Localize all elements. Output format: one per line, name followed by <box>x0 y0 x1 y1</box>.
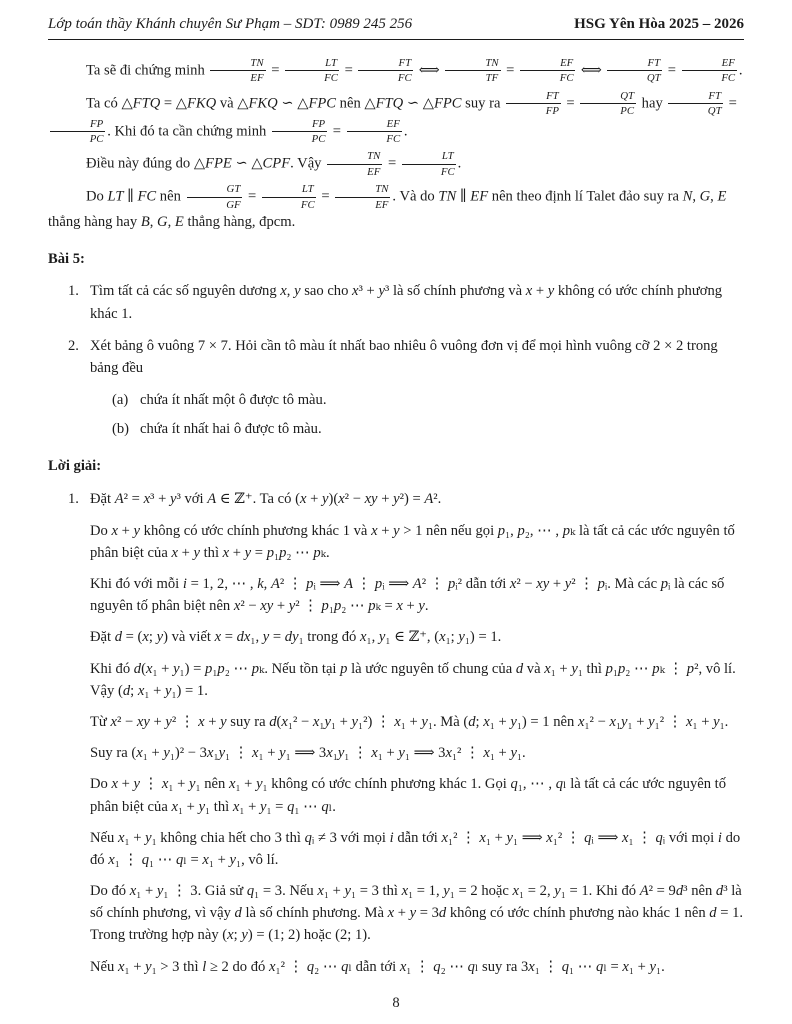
math-inline: x₁ + y₁ <box>544 660 583 677</box>
math-fraction: $\frac{LT}{FC}$ <box>261 183 317 211</box>
math-fraction: $\frac{FT}{FC}$ <box>357 57 414 85</box>
page-footer <box>48 987 744 1012</box>
math-inline: x = dx₁, y = dy₁ <box>214 629 304 646</box>
list-item-text: chứa ít nhất một ô được tô màu. <box>140 392 327 409</box>
math-inline: d(x₁² − x₁y₁ + y₁²) ⋮ x₁ + y₁ <box>269 713 433 730</box>
math-inline: (x; y) = (1; 2) <box>222 927 301 944</box>
math-inline: A² ⋮ pᵢ ⟹ A ⋮ pᵢ ⟹ A² ⋮ pᵢ² <box>270 576 463 593</box>
list-marker: 2. <box>68 337 79 354</box>
solution-paragraph: Khi đó d(x₁ + y₁) = p₁p₂ ⋯ pₖ. Nếu tồn tại p là ước nguyên tố chung của d và x₁ + y₁ thì p₁p₂ ⋯ pₖ ⋮ p², vô lí. Vậy (d; x₁ + y₁) = 1. <box>90 660 736 699</box>
math-inline: 3x₁ ⋮ q₁ ⋯ qₗ = x₁ + y₁ <box>520 958 662 975</box>
solution-paragraph: Do x + y ⋮ x₁ + y₁ nên x₁ + y₁ không có ước chính phương khác 1. Gọi q₁, ⋯ , qₗ là tất cả các ước nguyên tố phân biệt của x₁ + y₁ thì x₁ + y₁ = q₁ ⋯ qₗ. <box>90 776 727 815</box>
math-inline: x + y ⋮ x₁ + y₁ <box>111 776 201 793</box>
math-inline: (x₁ + y₁)² − 3x₁y₁ ⋮ x₁ + y₁ ⟹ 3x₁y₁ ⋮ x₁ + y₁ ⟹ 3x₁² ⋮ x₁ + y₁ <box>131 745 523 762</box>
math-inline: x + y <box>111 522 140 539</box>
math-inline: FPC <box>308 95 337 112</box>
math-inline: x₁² − x₁y₁ + y₁² ⋮ x₁ + y₁ <box>577 713 725 730</box>
math-inline: x₁, y₁ ∈ ℤ⁺, (x₁; y₁) = 1 <box>360 629 498 646</box>
math-inline: x₁ ⋮ q₂ ⋯ qₗ <box>399 958 479 975</box>
math-inline: (x + y)(x² − xy + y²) = A² <box>295 490 438 507</box>
list-marker: (b) <box>112 421 130 438</box>
math-inline: (2; 1) <box>335 927 368 944</box>
list-item-text: Đặt A² = x³ + y³ với A ∈ ℤ⁺. Ta có (x + y)(x² − xy + y²) = A². <box>90 490 442 507</box>
math-inline: LT <box>107 188 124 205</box>
header-left-title: Lớp toán thầy Khánh chuyên Sư Phạm – SDT: 0989 245 256 <box>48 16 413 32</box>
math-inline: FPE <box>205 155 232 172</box>
math-fraction: $\frac{TN}{EF}$ <box>326 150 383 178</box>
math-fraction: $\frac{TN}{EF}$ <box>334 183 391 211</box>
solution-paragraph: Khi đó với mỗi i = 1, 2, ⋯ , k, A² ⋮ pᵢ ⟹ A ⋮ pᵢ ⟹ A² ⋮ pᵢ² dẫn tới x² − xy + y² ⋮ pᵢ. Mà các pᵢ là các số nguyên tố phân biệt nên x² − xy + y² ⋮ p₁p₂ ⋯ pₖ = x + y. <box>90 576 725 615</box>
math-fraction: $\frac{FT}{QT}$ <box>606 57 663 85</box>
math-inline: x² − xy + y² ⋮ p₁p₂ ⋯ pₖ = x + y <box>233 598 425 615</box>
section-heading: Lời giải: <box>48 458 102 475</box>
list-item-text: Tìm tất cả các số nguyên dương x, y sao cho x³ + y³ là số chính phương và x + y không có ước chính phương khác 1. <box>90 283 723 322</box>
math-inline: p₁p₂ ⋯ pₖ ⋮ p² <box>605 660 699 677</box>
math-inline: FC <box>137 188 157 205</box>
math-inline: x₁ ⋮ q₁ ⋯ qₗ = x₁ + y₁ <box>108 851 242 868</box>
solution-paragraph: Do đó x₁ + y₁ ⋮ 3. Giả sử q₁ = 3. Nếu x₁ + y₁ = 3 thì x₁ = 1, y₁ = 2 hoặc x₁ = 2, y₁ = 1. Khi đó A² = 9d³ nên d³ là số chính phương, vì vậy d là số chính phương. Mà x + y = 3d không có ước chính phương nào khác 1 nên d = 1. Trong trường hợp này (x; y) = (1; 2) hoặc (2; 1). <box>90 883 744 944</box>
math-inline: l ≥ 2 <box>202 958 229 975</box>
math-fraction: $\frac{TN}{TF}$ <box>444 57 501 85</box>
math-inline: (d; x₁ + y₁) = 1 <box>463 713 550 730</box>
math-inline: x₁ = 2, y₁ = 1 <box>512 883 589 900</box>
math-fraction: $\frac{EF}{FC}$ <box>681 57 738 85</box>
math-inline: x + y > 1 <box>371 522 423 539</box>
list-item <box>48 389 744 411</box>
list-item <box>48 335 744 379</box>
solution-paragraph: Đặt d = (x; y) và viết x = dx₁, y = dy₁ trong đó x₁, y₁ ∈ ℤ⁺, (x₁; y₁) = 1. <box>90 629 502 646</box>
math-inline: x + y = 3d <box>387 905 447 922</box>
math-inline: x + y <box>171 544 200 561</box>
section-heading: Bài 5: <box>48 251 85 268</box>
paragraph: Ta sẽ đi chứng minh $\frac{TN}{EF}$ = $\frac{LT}{FC}$ = $\frac{FT}{FC}$ ⟺ $\frac{TN}{TF}$ = $\frac{EF}{FC}$ ⟺ $\frac{FT}{QT}$ = $\frac{EF}{FC}$ . <box>86 57 743 85</box>
math-inline: i <box>717 829 722 846</box>
math-inline: (d; x₁ + y₁) = 1 <box>117 682 205 699</box>
math-inline: TN <box>438 188 457 205</box>
math-inline: i = 1, 2, ⋯ , k <box>182 576 264 593</box>
math-inline: x₁ = 1, y₁ = 2 <box>401 883 478 900</box>
math-inline: x, y <box>280 283 301 300</box>
math-inline: x₁ + y₁ > 3 <box>117 958 180 975</box>
math-inline: qᵢ ≠ 3 <box>304 829 337 846</box>
paragraph: Ta có △FTQ = △FKQ và △FKQ ∽ △FPC nên △FTQ ∽ △FPC suy ra $\frac{FT}{FP}$ = $\frac{QT}{PC}$ hay $\frac{FT}{QT}$ = $\frac{FP}{PC}$ . Khi đó ta cần chứng minh $\frac{FP}{PC}$ = $\frac{EF}{FC}$ . <box>48 90 744 146</box>
math-inline: FKQ <box>187 95 217 112</box>
paragraph: Do LT ∥ FC nên $\frac{GT}{GF}$ = $\frac{LT}{FC}$ = $\frac{TN}{EF}$ . Và do TN ∥ EF nên theo định lí Talet đảo suy ra N, G, E thẳng hàng hay B, G, E thẳng hàng, đpcm. <box>48 183 727 231</box>
math-fraction: $\frac{FP}{PC}$ <box>271 118 328 146</box>
math-inline: EF <box>470 188 489 205</box>
paragraph: Điều này đúng do △FPE ∽ △CPF. Vậy $\frac{TN}{EF}$ = $\frac{LT}{FC}$ . <box>86 150 462 178</box>
math-fraction: $\frac{EF}{FC}$ <box>519 57 576 85</box>
math-inline: d <box>234 905 242 922</box>
page-number: 8 <box>392 994 400 1011</box>
math-inline: d = 1 <box>709 905 740 922</box>
math-inline: CPF <box>262 155 291 172</box>
math-inline: B, G, E <box>140 214 184 231</box>
math-inline: N, G, E <box>682 188 727 205</box>
list-item <box>48 418 744 440</box>
list-marker: 1. <box>68 490 79 507</box>
solution-paragraph: Nếu x₁ + y₁ không chia hết cho 3 thì qᵢ ≠ 3 với mọi i dẫn tới x₁² ⋮ x₁ + y₁ ⟹ x₁² ⋮ qᵢ ⟹ x₁ ⋮ qᵢ với mọi i do đó x₁ ⋮ q₁ ⋯ qₗ = x₁ + y₁, vô lí. <box>90 829 741 868</box>
math-fraction: $\frac{TN}{EF}$ <box>209 57 266 85</box>
math-inline: d = (x; y) <box>114 629 168 646</box>
math-inline: A² = x³ + y³ <box>114 490 181 507</box>
math-inline: x + y = p₁p₂ ⋯ pₖ <box>222 544 326 561</box>
math-inline: p <box>340 660 348 677</box>
document-header <box>48 16 744 40</box>
solution-paragraph: Nếu x₁ + y₁ > 3 thì l ≥ 2 do đó x₁² ⋮ q₂ ⋯ qₗ dẫn tới x₁ ⋮ q₂ ⋯ qₗ suy ra 3x₁ ⋮ q₁ ⋯ qₗ = x₁ + y₁. <box>90 958 665 975</box>
math-inline: x₁ + y₁ <box>117 829 157 846</box>
math-inline: x₁ + y₁ <box>228 776 268 793</box>
math-inline: x₁² ⋮ x₁ + y₁ ⟹ x₁² ⋮ qᵢ ⟹ x₁ ⋮ qᵢ <box>441 829 666 846</box>
math-fraction: $\frac{FP}{PC}$ <box>49 118 106 146</box>
math-fraction: $\frac{GT}{GF}$ <box>186 183 244 211</box>
math-fraction: $\frac{FT}{FP}$ <box>505 90 562 118</box>
math-inline: d <box>515 660 524 677</box>
math-inline: i <box>389 829 394 846</box>
math-inline: FTQ <box>132 95 161 112</box>
math-inline: A² = 9d³ <box>639 883 688 900</box>
math-fraction: $\frac{LT}{FC}$ <box>284 57 340 85</box>
math-inline: x² − xy + y² ⋮ pᵢ <box>509 576 608 593</box>
math-inline: x₁ + y₁ = 3 <box>317 883 379 900</box>
math-inline: x₁² ⋮ q₂ ⋯ qₗ <box>269 958 352 975</box>
solution-paragraph: Suy ra (x₁ + y₁)² − 3x₁y₁ ⋮ x₁ + y₁ ⟹ 3x₁y₁ ⋮ x₁ + y₁ ⟹ 3x₁² ⋮ x₁ + y₁. <box>90 745 526 762</box>
math-inline: x³ + y³ <box>352 283 390 300</box>
math-inline: x + y <box>525 283 555 300</box>
solution-paragraph: Từ x² − xy + y² ⋮ x + y suy ra d(x₁² − x₁y₁ + y₁²) ⋮ x₁ + y₁. Mà (d; x₁ + y₁) = 1 nên x₁² − x₁y₁ + y₁² ⋮ x₁ + y₁. <box>90 713 729 730</box>
list-marker: (a) <box>112 392 129 409</box>
header-right-title: HSG Yên Hòa 2025 – 2026 <box>574 16 744 32</box>
list-item-text: Xét bảng ô vuông 7 × 7. Hỏi cần tô màu ít nhất bao nhiêu ô vuông đơn vị để mọi hình vuông cỡ 2 × 2 trong bảng đều <box>90 337 718 376</box>
list-marker: 1. <box>68 283 79 300</box>
math-inline: q₁ = 3 <box>246 883 283 900</box>
math-inline: p₁, p₂, ⋯ , pₖ <box>497 522 576 539</box>
math-inline: d(x₁ + y₁) = p₁p₂ ⋯ pₖ <box>133 660 265 677</box>
math-fraction: $\frac{LT}{FC}$ <box>401 150 457 178</box>
math-inline: A ∈ ℤ⁺ <box>207 490 253 507</box>
math-inline: q₁, ⋯ , qₗ <box>510 776 567 793</box>
math-inline: pᵢ <box>660 576 671 593</box>
math-inline: x² − xy + y² ⋮ x + y <box>110 713 227 730</box>
math-fraction: $\frac{EF}{FC}$ <box>346 118 403 146</box>
math-inline: x₁ + y₁ ⋮ 3 <box>129 883 198 900</box>
list-item <box>48 488 744 510</box>
math-inline: x₁ + y₁ = q₁ ⋯ qₗ <box>232 798 333 815</box>
math-inline: FPC <box>433 95 462 112</box>
list-item-text: chứa ít nhất hai ô được tô màu. <box>140 421 322 438</box>
math-inline: FKQ <box>248 95 278 112</box>
math-inline: FTQ <box>375 95 404 112</box>
math-inline: x₁ + y₁ <box>171 798 211 815</box>
math-fraction: $\frac{QT}{PC}$ <box>579 90 637 118</box>
math-inline: d³ <box>715 883 728 900</box>
math-fraction: $\frac{FT}{QT}$ <box>667 90 724 118</box>
document-body <box>48 52 744 987</box>
list-item <box>48 280 744 324</box>
solution-paragraph: Do x + y không có ước chính phương khác 1 và x + y > 1 nên nếu gọi p₁, p₂, ⋯ , pₖ là tất cả các ước nguyên tố phân biệt của x + y thì x + y = p₁p₂ ⋯ pₖ. <box>90 522 735 561</box>
